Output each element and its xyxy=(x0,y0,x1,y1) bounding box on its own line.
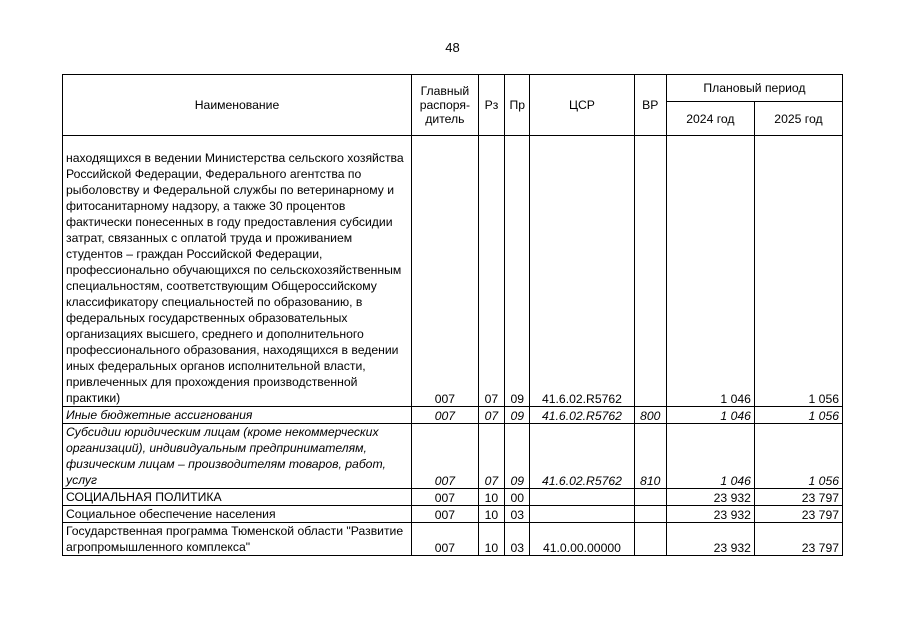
row-pr: 03 xyxy=(505,506,530,523)
row-pr: 09 xyxy=(505,407,530,424)
row-rz: 07 xyxy=(478,407,504,424)
col-header-name: Наименование xyxy=(63,75,412,136)
row-vr xyxy=(634,489,666,506)
row-2024: 23 932 xyxy=(666,506,754,523)
row-2025: 23 797 xyxy=(754,506,842,523)
header-row xyxy=(63,75,843,102)
col-header-rz: Рз xyxy=(478,75,504,136)
row-csr: 41.6.02.R5762 xyxy=(530,136,634,407)
col-header-csr: ЦСР xyxy=(530,75,634,136)
row-vr xyxy=(634,136,666,407)
row-chief: 007 xyxy=(412,407,479,424)
row-chief: 007 xyxy=(412,506,479,523)
row-2025: 23 797 xyxy=(754,489,842,506)
row-2025: 23 797 xyxy=(754,523,842,556)
row-2024: 1 046 xyxy=(666,136,754,407)
table-row xyxy=(63,136,843,407)
row-2024: 23 932 xyxy=(666,489,754,506)
row-2025: 1 056 xyxy=(754,424,842,489)
row-vr xyxy=(634,506,666,523)
row-chief: 007 xyxy=(412,489,479,506)
row-csr: 41.6.02.R5762 xyxy=(530,407,634,424)
row-csr: 41.0.00.00000 xyxy=(530,523,634,556)
row-csr xyxy=(530,489,634,506)
row-rz: 10 xyxy=(478,523,504,556)
table-row xyxy=(63,424,843,489)
row-2024: 23 932 xyxy=(666,523,754,556)
row-chief: 007 xyxy=(412,424,479,489)
col-header-chief: Главный распоря-дитель xyxy=(412,75,479,136)
row-name: Субсидии юридическим лицам (кроме некоммерческих организаций), индивидуальным предпринимателям, физическим лицам – производителям товаров, работ, услуг xyxy=(63,424,412,489)
row-2025: 1 056 xyxy=(754,407,842,424)
row-name: СОЦИАЛЬНАЯ ПОЛИТИКА xyxy=(63,489,412,506)
row-csr: 41.6.02.R5762 xyxy=(530,424,634,489)
table-row xyxy=(63,489,843,506)
budget-table xyxy=(62,74,843,556)
row-vr: 800 xyxy=(634,407,666,424)
col-header-2024: 2024 год xyxy=(666,102,754,136)
table-row xyxy=(63,407,843,424)
col-header-planned-period: Плановый период xyxy=(666,75,842,102)
row-2024: 1 046 xyxy=(666,407,754,424)
row-rz: 07 xyxy=(478,424,504,489)
row-pr: 03 xyxy=(505,523,530,556)
row-vr: 810 xyxy=(634,424,666,489)
page-number: 48 xyxy=(445,40,460,55)
row-name: находящихся в ведении Министерства сельского хозяйства Российской Федерации, Федерального агентства по рыболовству и Федеральной службы по ветеринарному и фитосанитарному надзору, а также 30 процентов фактически понесенных в году предоставления субсидии затрат, связанных с оплатой труда и проживанием студентов – граждан Российской Федерации, профессионально обучающихся по сельскохозяйственным специальностям, соответствующим Общероссийскому классификатору специальностей по образованию, в федеральных государственных образовательных организациях высшего, среднего и дополнительного профессионального образования, находящихся в ведении иных федеральных органов исполнительной власти, привлеченных для прохождения производственной практики) xyxy=(63,136,412,407)
row-2025: 1 056 xyxy=(754,136,842,407)
row-name: Иные бюджетные ассигнования xyxy=(63,407,412,424)
row-name: Социальное обеспечение населения xyxy=(63,506,412,523)
row-name: Государственная программа Тюменской области "Развитие агропромышленного комплекса" xyxy=(63,523,412,556)
row-vr xyxy=(634,523,666,556)
row-pr: 09 xyxy=(505,424,530,489)
row-chief: 007 xyxy=(412,136,479,407)
row-2024: 1 046 xyxy=(666,424,754,489)
row-pr: 09 xyxy=(505,136,530,407)
col-header-2025: 2025 год xyxy=(754,102,842,136)
row-pr: 00 xyxy=(505,489,530,506)
row-rz: 10 xyxy=(478,489,504,506)
table-row xyxy=(63,506,843,523)
col-header-pr: Пр xyxy=(505,75,530,136)
row-rz: 10 xyxy=(478,506,504,523)
table-row xyxy=(63,523,843,556)
row-csr xyxy=(530,506,634,523)
row-rz: 07 xyxy=(478,136,504,407)
row-chief: 007 xyxy=(412,523,479,556)
col-header-vr: ВР xyxy=(634,75,666,136)
